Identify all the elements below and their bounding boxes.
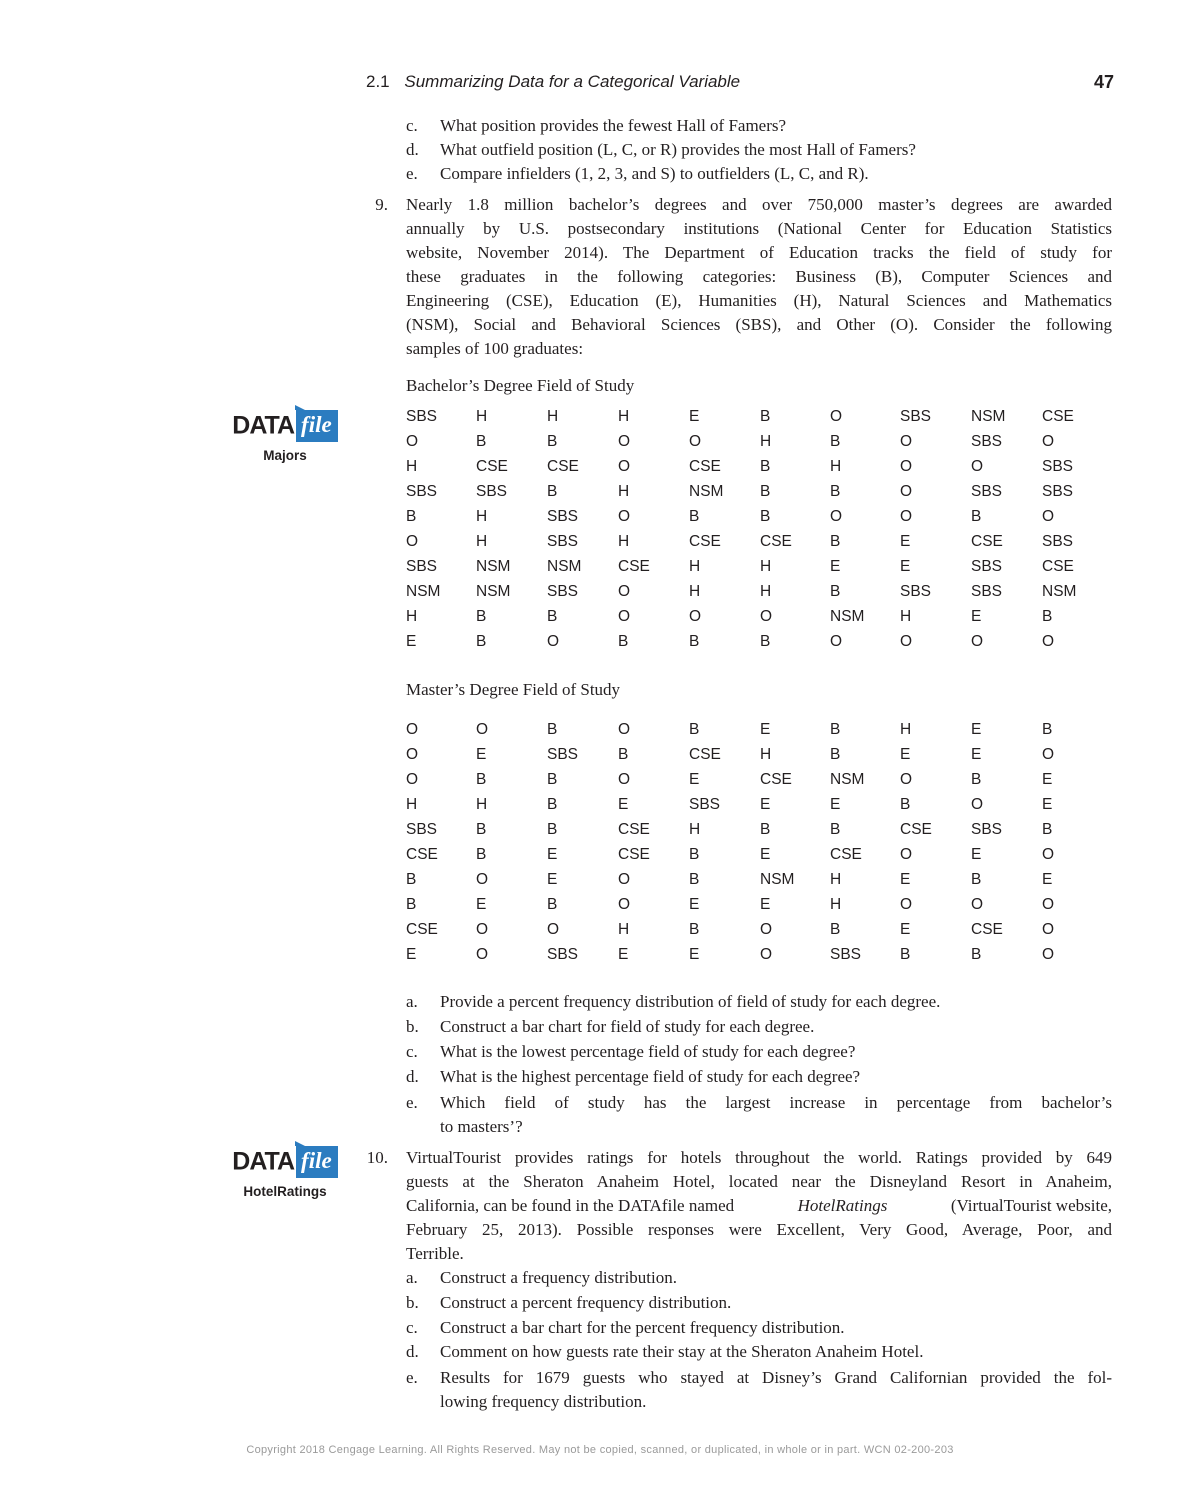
text-line: guests at the Sheraton Anaheim Hotel, located near the Disneyland Resort in Anaheim, [406,1172,1112,1191]
table-cell: O [971,896,984,913]
table-cell: SBS [689,796,721,813]
table-cell: SBS [406,558,438,575]
table-cell: O [1042,946,1055,963]
item-text: Compare infielders (1, 2, 3, and S) to outfielders (L, C, and R). [440,164,869,183]
table-cell: O [760,921,773,938]
table-cell: B [476,633,487,650]
table-cell: B [689,508,700,525]
table-cell: E [689,896,700,913]
table-cell: B [689,921,700,938]
text-line: samples of 100 graduates: [406,339,584,358]
table-cell: E [547,871,558,888]
table-cell: O [900,458,913,475]
datafile-name: Majors [263,448,307,463]
table-cell: E [476,896,487,913]
table-cell: SBS [1042,458,1074,475]
table-cell: B [618,633,629,650]
text-line: annually by U.S. postsecondary institutions (National Center for Education Statistics [406,219,1112,238]
item-text: to masters’? [440,1117,523,1136]
datafile-hotelratings [220,1146,350,1199]
table-cell: SBS [971,558,1003,575]
table-cell: H [547,408,559,425]
table-cell: O [406,533,419,550]
table-cell: CSE [971,921,1003,938]
table-cell: E [900,558,911,575]
table-cell: B [547,821,558,838]
table-cell: CSE [689,533,721,550]
table-cell: B [689,846,700,863]
table-cell: CSE [406,921,438,938]
table-cell: E [971,608,982,625]
table-cell: B [760,458,771,475]
table-cell: B [476,433,487,450]
master-table-title: Master’s Degree Field of Study [406,680,621,699]
table-cell: SBS [547,746,579,763]
item-text: What outfield position (L, C, or R) provides the most Hall of Famers? [440,140,916,159]
datafile-reference: HotelRatings [797,1196,888,1215]
table-cell: CSE [900,821,932,838]
table-cell: CSE [476,458,508,475]
table-cell: H [406,458,418,475]
table-cell: O [1042,746,1055,763]
table-cell: E [830,796,841,813]
table-cell: H [618,483,630,500]
logo-data-text: DATA [232,411,295,440]
table-cell: E [547,846,558,863]
table-cell: O [1042,896,1055,913]
table-cell: SBS [406,408,438,425]
table-cell: O [900,433,913,450]
item-label: a. [406,1268,418,1287]
text-line: (NSM), Social and Behavioral Sciences (SBS), and Other (O). Consider the following [406,315,1112,334]
table-cell: E [760,846,771,863]
logo-file-text: file [296,1146,338,1178]
table-cell: SBS [900,408,932,425]
table-cell: E [689,946,700,963]
table-cell: B [406,896,417,913]
table-cell: CSE [689,746,721,763]
table-cell: CSE [689,458,721,475]
section-number: 2.1 [366,72,390,91]
item-label: c. [406,116,418,135]
table-cell: CSE [760,533,792,550]
table-cell: H [830,871,842,888]
table-cell: SBS [900,583,932,600]
datafile-logo [232,1146,337,1182]
table-cell: B [830,921,841,938]
table-cell: E [971,846,982,863]
page-number: 47 [1093,72,1114,92]
table-cell: B [830,533,841,550]
table-cell: B [476,821,487,838]
table-cell: O [618,608,631,625]
table-cell: B [476,771,487,788]
table-cell: NSM [1042,583,1077,600]
datafile-logo [232,410,337,446]
table-cell: H [830,458,842,475]
table-cell: SBS [971,433,1003,450]
table-cell: O [406,771,419,788]
item-text: What is the lowest percentage field of study for each degree? [440,1042,856,1061]
text-line: VirtualTourist provides ratings for hotels throughout the world. Ratings provided by 649 [406,1148,1112,1167]
table-cell: SBS [971,821,1003,838]
item-text: Which field of study has the largest increase in percentage from bachelor’s [440,1093,1112,1112]
table-cell: O [476,721,489,738]
table-cell: B [971,946,982,963]
table-cell: E [760,796,771,813]
table-cell: H [760,746,772,763]
table-cell: H [406,608,418,625]
item-label: d. [406,1067,419,1086]
table-cell: B [830,821,841,838]
table-cell: O [618,583,631,600]
logo-data-text: DATA [232,1147,295,1176]
table-cell: O [900,771,913,788]
table-cell: B [689,633,700,650]
table-cell: E [406,946,417,963]
table-cell: O [547,633,560,650]
table-cell: H [760,583,772,600]
text-line: Engineering (CSE), Education (E), Humanities (H), Natural Sciences and Mathematics [406,291,1112,310]
text-line: Terrible. [406,1244,464,1263]
table-cell: E [618,946,629,963]
table-cell: SBS [1042,483,1074,500]
table-cell: O [830,408,843,425]
item-label: c. [406,1318,418,1337]
table-cell: O [971,633,984,650]
table-cell: O [900,633,913,650]
table-cell: O [406,746,419,763]
table-cell: NSM [830,608,865,625]
table-cell: CSE [618,558,650,575]
table-cell: B [971,508,982,525]
table-cell: O [618,508,631,525]
table-cell: O [900,896,913,913]
item-label: b. [406,1293,419,1312]
table-cell: B [760,408,771,425]
table-cell: E [406,633,417,650]
datafile-majors [220,410,350,463]
item-text: What is the highest percentage field of study for each degree? [440,1067,861,1086]
table-cell: SBS [971,583,1003,600]
table-cell: O [406,433,419,450]
table-cell: SBS [547,533,579,550]
table-cell: B [618,746,629,763]
table-cell: O [1042,633,1055,650]
copyright-footer: Copyright 2018 Cengage Learning. All Rights Reserved. May not be copied, scanned, or duplicated, in whole or in part. WCN 02-200-203 [246,1444,954,1456]
table-cell: B [406,508,417,525]
table-cell: O [689,608,702,625]
table-cell: E [1042,871,1053,888]
text-line: these graduates in the following categories: Business (B), Computer Sciences and [406,267,1112,286]
table-cell: CSE [1042,408,1074,425]
table-cell: H [476,508,488,525]
table-cell: B [900,796,911,813]
table-cell: O [476,921,489,938]
table-cell: H [406,796,418,813]
table-cell: E [689,771,700,788]
text-line: website, November 2014). The Department of Education tracks the field of study for [406,243,1112,262]
table-cell: B [547,608,558,625]
table-cell: B [406,871,417,888]
logo-file-text: file [296,410,338,442]
table-cell: NSM [476,558,511,575]
table-cell: B [689,871,700,888]
item-label: d. [406,1342,419,1361]
table-cell: SBS [547,946,579,963]
item-text: Construct a bar chart for the percent frequency distribution. [440,1318,845,1337]
table-cell: O [406,721,419,738]
item-label: a. [406,992,418,1011]
table-cell: B [1042,821,1053,838]
table-cell: O [618,896,631,913]
table-cell: CSE [618,846,650,863]
item-label: e. [406,1093,418,1112]
table-cell: CSE [406,846,438,863]
table-cell: NSM [547,558,582,575]
table-cell: H [476,796,488,813]
table-cell: O [830,633,843,650]
table-cell: B [760,483,771,500]
table-cell: B [547,796,558,813]
table-cell: O [618,771,631,788]
table-cell: O [1042,508,1055,525]
table-cell: E [476,746,487,763]
table-cell: CSE [1042,558,1074,575]
table-cell: NSM [830,771,865,788]
table-cell: B [830,746,841,763]
table-cell: H [760,558,772,575]
table-cell: H [760,433,772,450]
question-10-number: 10. [366,1148,388,1167]
table-cell: SBS [1042,533,1074,550]
item-label: d. [406,140,419,159]
table-cell: NSM [760,871,795,888]
table-cell: CSE [760,771,792,788]
table-cell: SBS [406,483,438,500]
table-cell: SBS [406,821,438,838]
table-cell: B [830,483,841,500]
table-cell: CSE [830,846,862,863]
table-cell: H [689,558,701,575]
table-cell: B [971,771,982,788]
table-cell: SBS [476,483,508,500]
item-text: lowing frequency distribution. [440,1392,647,1411]
table-cell: O [618,721,631,738]
table-cell: H [476,533,488,550]
table-cell: H [900,608,912,625]
table-cell: O [760,608,773,625]
table-cell: B [900,946,911,963]
table-cell: O [476,946,489,963]
table-cell: E [900,746,911,763]
text-line: Nearly 1.8 million bachelor’s degrees and over 750,000 master’s degrees are awarded [406,195,1112,214]
table-cell: E [971,746,982,763]
item-label: b. [406,1017,419,1036]
table-cell: B [760,821,771,838]
table-cell: NSM [406,583,441,600]
text-segment: California, can be found in the DATAfile named [406,1196,735,1215]
table-cell: CSE [618,821,650,838]
item-label: e. [406,1368,418,1387]
table-cell: O [476,871,489,888]
table-cell: E [689,408,700,425]
item-text: Provide a percent frequency distribution of field of study for each degree. [440,992,941,1011]
table-cell: B [547,483,558,500]
table-cell: O [618,433,631,450]
table-cell: B [547,771,558,788]
item-text: Construct a frequency distribution. [440,1268,678,1287]
item-label: e. [406,164,418,183]
table-cell: E [900,871,911,888]
section-title [366,72,740,92]
table-cell: O [830,508,843,525]
table-cell: SBS [547,508,579,525]
table-cell: H [830,896,842,913]
table-cell: NSM [971,408,1006,425]
table-cell: B [476,846,487,863]
table-cell: CSE [547,458,579,475]
table-cell: NSM [689,483,724,500]
table-cell: O [1042,846,1055,863]
table-cell: O [900,846,913,863]
table-cell: O [689,433,702,450]
table-cell: O [971,796,984,813]
table-cell: B [547,721,558,738]
table-cell: E [830,558,841,575]
table-cell: B [1042,721,1053,738]
item-text: Comment on how guests rate their stay at the Sheraton Anaheim Hotel. [440,1342,924,1361]
table-cell: SBS [547,583,579,600]
table-cell: H [618,921,630,938]
table-cell: B [830,433,841,450]
table-cell: E [1042,796,1053,813]
table-cell: O [618,458,631,475]
table-cell: B [476,608,487,625]
item-text: What position provides the fewest Hall of Famers? [440,116,787,135]
table-cell: CSE [971,533,1003,550]
table-cell: E [900,921,911,938]
table-cell: B [971,871,982,888]
table-cell: B [760,508,771,525]
table-cell: O [547,921,560,938]
table-cell: E [1042,771,1053,788]
datafile-name: HotelRatings [243,1184,327,1199]
table-cell: B [1042,608,1053,625]
table-cell: O [1042,921,1055,938]
table-cell: E [618,796,629,813]
text-line: February 25, 2013). Possible responses were Excellent, Very Good, Average, Poor, and [406,1220,1112,1239]
item-text: Construct a bar chart for field of study for each degree. [440,1017,815,1036]
item-text: Results for 1679 guests who stayed at Disney’s Grand Californian provided the fol- [440,1368,1112,1387]
table-cell: O [760,946,773,963]
table-cell: O [1042,433,1055,450]
item-label: c. [406,1042,418,1061]
table-cell: H [689,583,701,600]
table-cell: H [618,408,630,425]
table-cell: E [971,721,982,738]
text-line [406,1194,1112,1218]
bachelor-table-title: Bachelor’s Degree Field of Study [406,376,635,395]
table-cell: E [760,721,771,738]
table-cell: SBS [971,483,1003,500]
table-cell: O [618,871,631,888]
table-cell: E [760,896,771,913]
table-cell: H [618,533,630,550]
table-cell: B [760,633,771,650]
table-cell: H [900,721,912,738]
text-segment: (VirtualTourist website, [950,1196,1112,1215]
item-text: Construct a percent frequency distribution. [440,1293,732,1312]
table-cell: H [689,821,701,838]
table-cell: O [900,508,913,525]
table-cell: B [547,433,558,450]
table-cell: SBS [830,946,862,963]
table-cell: E [900,533,911,550]
table-cell: O [900,483,913,500]
question-9-number: 9. [375,195,388,214]
table-cell: B [830,583,841,600]
table-cell: O [971,458,984,475]
table-cell: NSM [476,583,511,600]
section-title-text: Summarizing Data for a Categorical Variable [404,72,741,91]
table-cell: B [689,721,700,738]
table-cell: B [830,721,841,738]
running-header [366,72,1114,98]
table-cell: H [476,408,488,425]
table-cell: B [547,896,558,913]
